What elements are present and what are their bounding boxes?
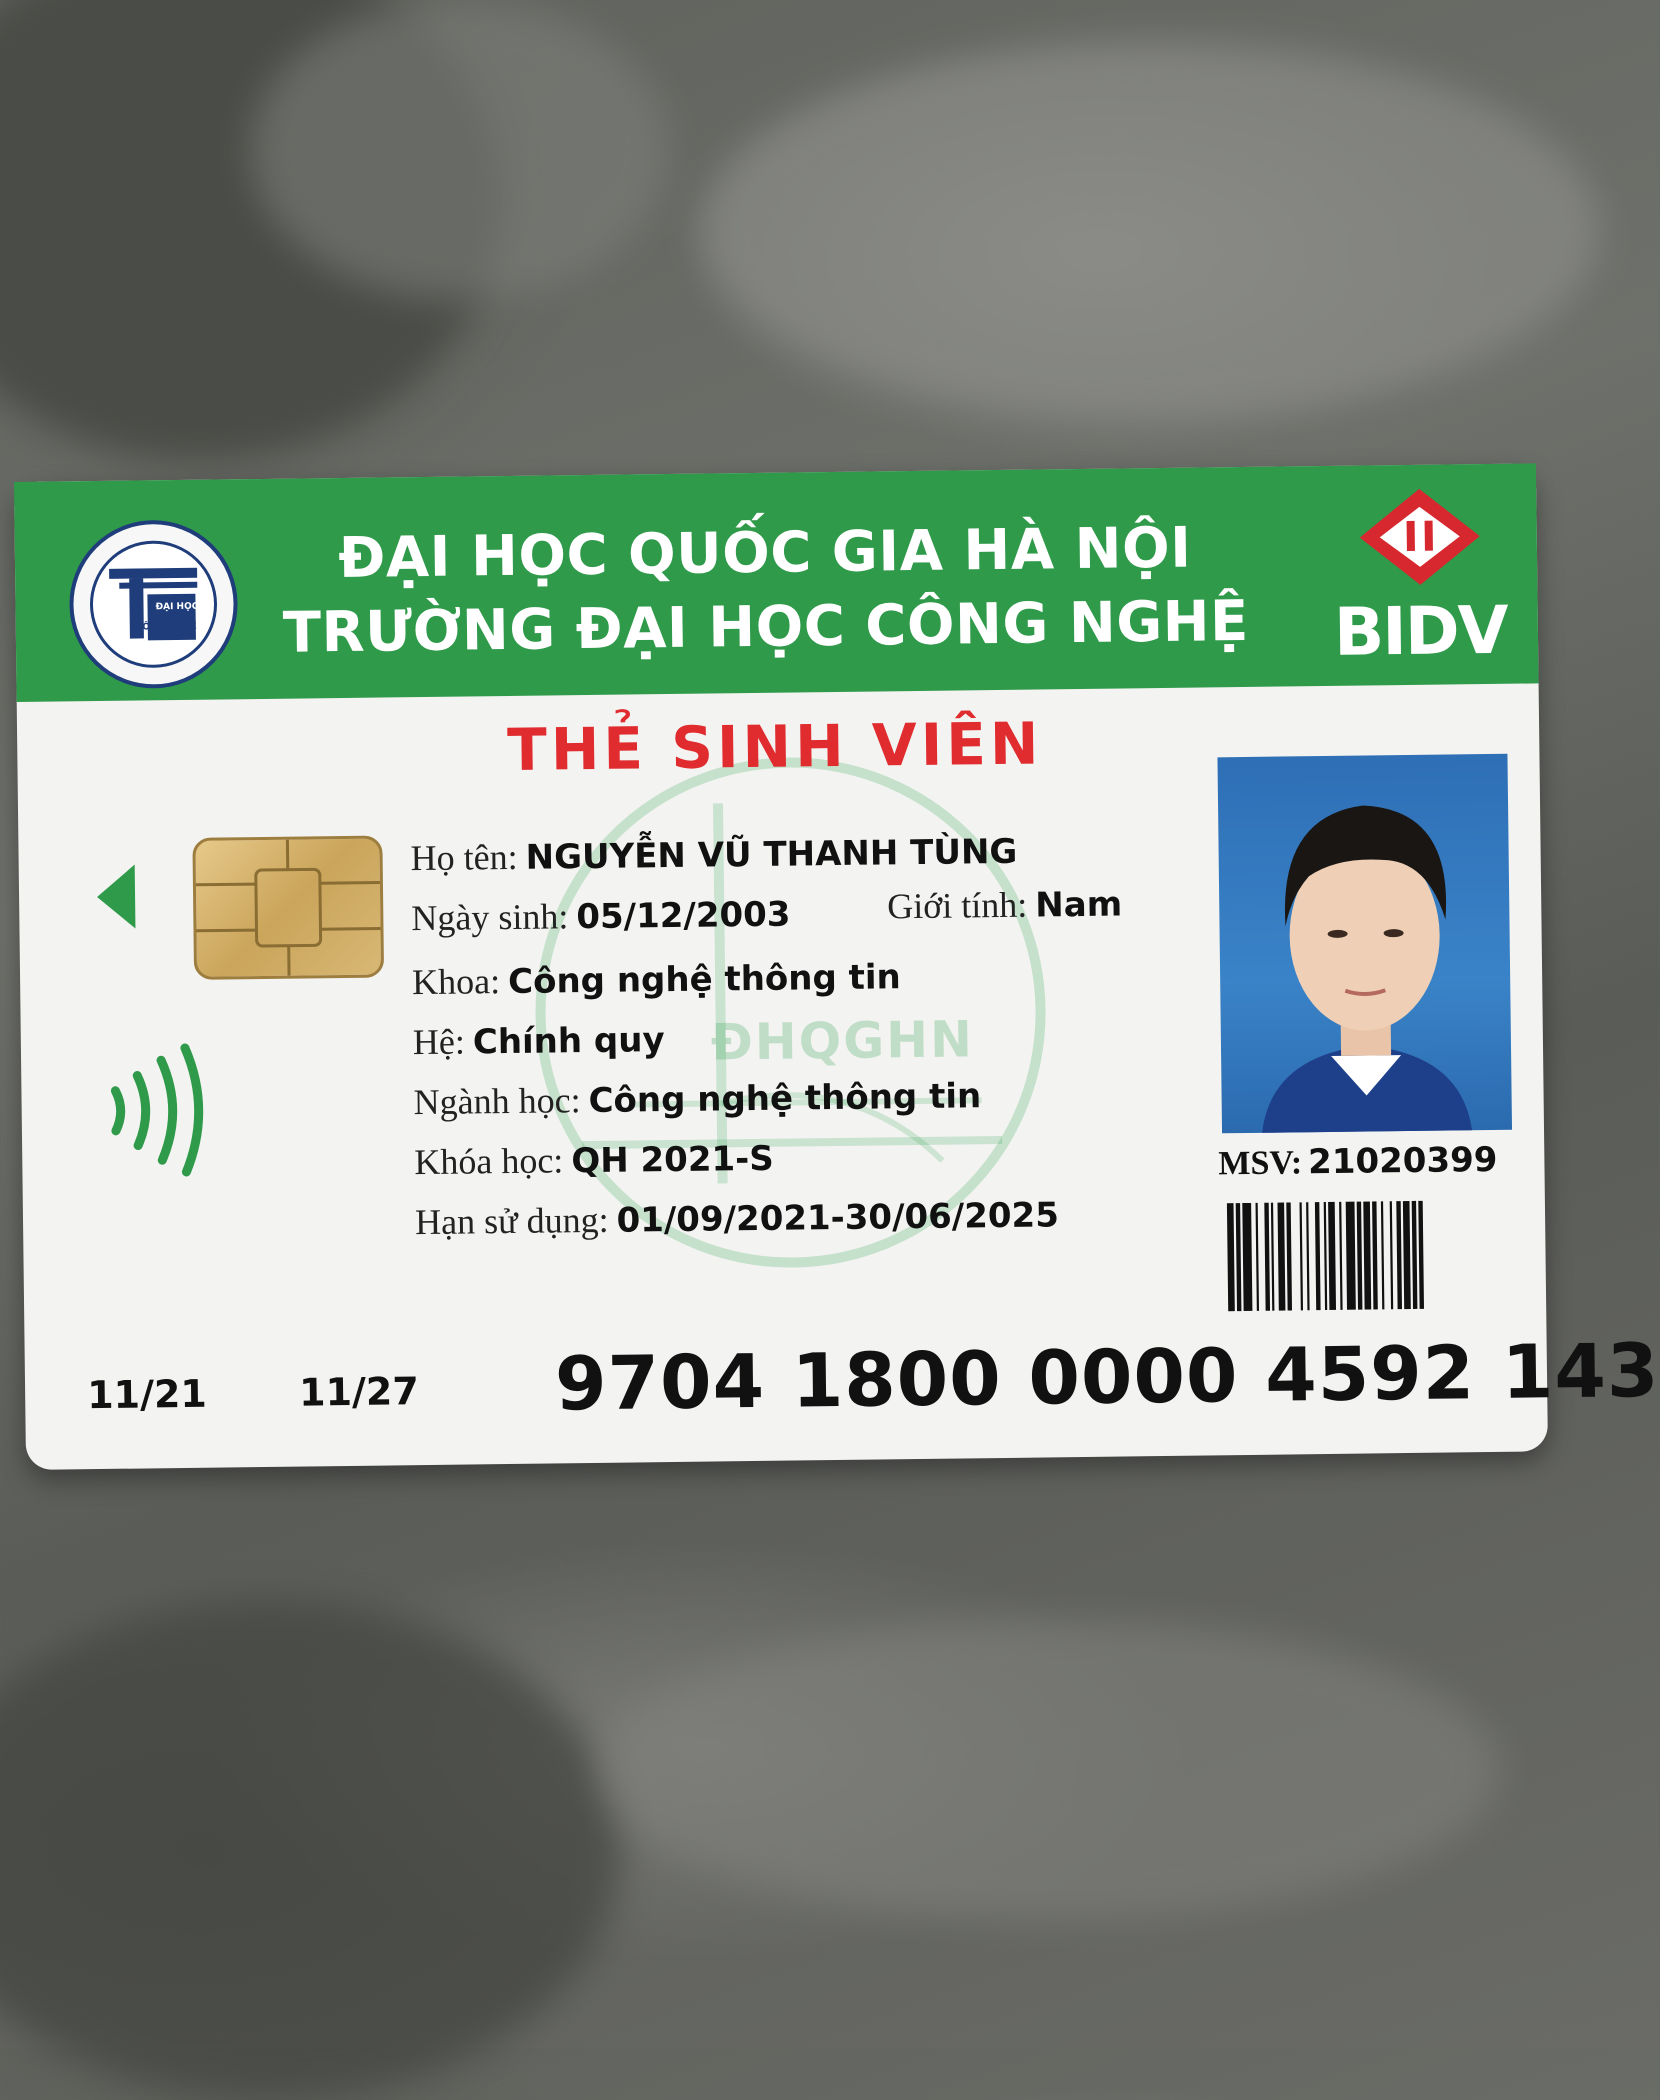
- msv-label: MSV:: [1218, 1144, 1302, 1182]
- barcode-bar: [1346, 1202, 1356, 1310]
- system-value: Chính quy: [473, 1020, 665, 1062]
- gender-label: Giới tính:: [887, 885, 1028, 927]
- name-row: [410, 830, 1017, 879]
- barcode-bar: [1306, 1202, 1310, 1310]
- barcode-bar: [1315, 1202, 1321, 1310]
- issue-date: 11/21: [87, 1372, 207, 1417]
- barcode-bar: [1381, 1201, 1385, 1309]
- header-school-name: TRƯỜNG ĐẠI HỌC CÔNG NGHỆ: [265, 589, 1266, 666]
- gender-row: [887, 882, 1122, 927]
- validity-value: 01/09/2021-30/06/2025: [616, 1195, 1059, 1240]
- fabric-fold: [250, 0, 670, 300]
- student-id-card: [14, 463, 1548, 1470]
- header-university-name: ĐẠI HỌC QUỐC GIA HÀ NỘI: [265, 515, 1266, 592]
- course-label: Khóa học:: [414, 1140, 563, 1182]
- barcode-bar: [1242, 1203, 1252, 1311]
- bidv-logo-icon: [1354, 486, 1485, 588]
- chip-icon: [192, 836, 384, 980]
- card-title: THẺ SINH VIÊN: [507, 709, 1043, 784]
- barcode-bar: [1339, 1202, 1343, 1310]
- barcode-bar: [1264, 1203, 1270, 1311]
- watermark-text: ĐHQGHN: [711, 1010, 975, 1071]
- card-number: 9704 1800 0000 4592 143: [555, 1328, 1660, 1427]
- arrow-left-icon: [97, 865, 136, 929]
- fabric-fold: [0, 1600, 620, 2100]
- barcode-bar: [1372, 1201, 1378, 1309]
- name-value: NGUYỄN VŨ THANH TÙNG: [525, 832, 1017, 878]
- barcode-bar: [1363, 1201, 1371, 1309]
- barcode-bar: [1357, 1202, 1363, 1310]
- student-photo: [1217, 754, 1512, 1134]
- barcode-bar: [1396, 1201, 1402, 1309]
- validity-row: [415, 1193, 1059, 1243]
- barcode-bar: [1299, 1202, 1303, 1310]
- bank-name: BIDV: [1333, 592, 1507, 671]
- name-label: Họ tên:: [410, 837, 517, 878]
- card-header: [14, 463, 1539, 702]
- student-id-row: [1218, 1140, 1497, 1183]
- barcode-icon: [1227, 1199, 1544, 1311]
- barcode-bar: [1324, 1202, 1328, 1310]
- university-logo-text1: ĐẠI HỌC: [155, 602, 198, 613]
- major-row: [413, 1074, 981, 1123]
- expiry-date: 11/27: [299, 1369, 419, 1414]
- course-value: QH 2021-S: [571, 1139, 774, 1181]
- major-value: Công nghệ thông tin: [588, 1076, 981, 1121]
- system-row: [413, 1018, 665, 1063]
- dob-value: 05/12/2003: [576, 895, 791, 938]
- barcode-bar: [1255, 1203, 1259, 1311]
- validity-label: Hạn sử dụng:: [415, 1200, 609, 1242]
- course-row: [414, 1137, 774, 1183]
- university-logo-text2: CÔNG NGHỆ: [136, 622, 197, 633]
- barcode-bar: [1412, 1201, 1418, 1309]
- fabric-fold: [700, 40, 1600, 420]
- barcode-bar: [1277, 1203, 1285, 1311]
- barcode-bar: [1418, 1201, 1424, 1309]
- barcode-bar: [1328, 1202, 1336, 1310]
- barcode-bar: [1390, 1201, 1394, 1309]
- faculty-row: [412, 955, 901, 1003]
- barcode-bar: [1403, 1201, 1411, 1309]
- gender-value: Nam: [1035, 884, 1122, 925]
- dob-label: Ngày sinh:: [411, 896, 568, 938]
- university-logo-icon: [68, 519, 238, 689]
- barcode-bar: [1271, 1203, 1275, 1311]
- contactless-icon: [105, 1040, 217, 1181]
- barcode-bar: [1236, 1203, 1242, 1311]
- system-label: Hệ:: [413, 1022, 465, 1063]
- major-label: Ngành học:: [413, 1080, 580, 1122]
- fabric-fold: [600, 1620, 1500, 1920]
- faculty-label: Khoa:: [412, 961, 500, 1002]
- barcode-bar: [1286, 1202, 1292, 1310]
- dob-row: [411, 893, 791, 940]
- barcode-bar: [1227, 1203, 1235, 1311]
- faculty-value: Công nghệ thông tin: [508, 957, 901, 1002]
- msv-value: 21020399: [1308, 1140, 1498, 1182]
